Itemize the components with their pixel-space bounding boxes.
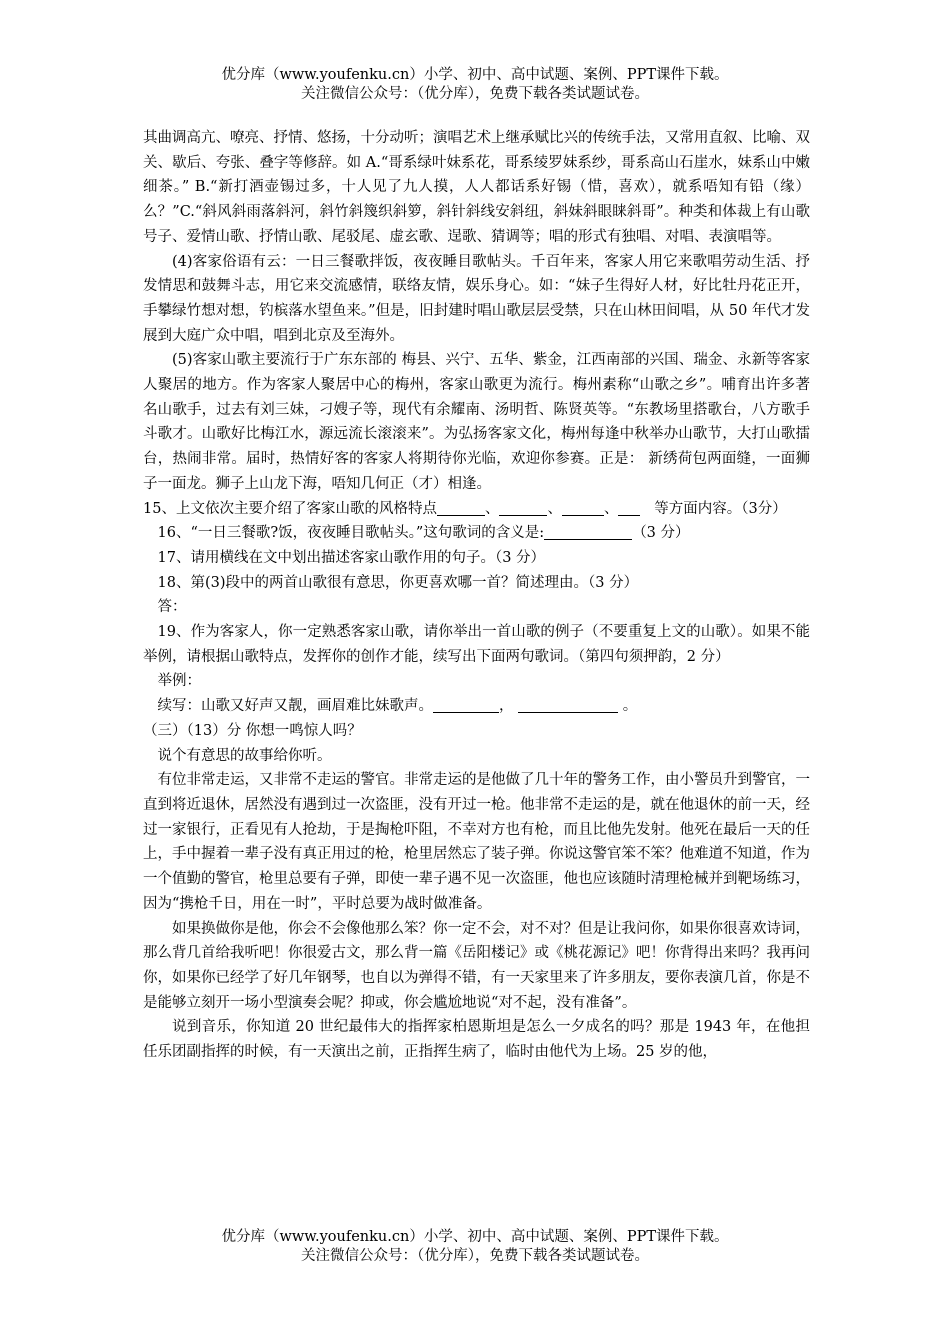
answer-blank-7[interactable] [518,696,618,713]
header-line-2: 关注微信公众号：（优分库），免费下载各类试题试卷。 [301,86,649,102]
question-16-text: 16、“一日三餐歌?饭，夜夜睡目歌帖头。”这句歌词的含义是: [157,525,545,542]
continue-comma: ， [499,698,514,715]
question-16-score: （3 分） [632,525,690,542]
page-header [0,66,950,104]
question-15-sep-1: 、 [484,500,500,517]
header-line-1: 优分库（www.youfenku.cn）小学、初中、高中试题、案例、PPT课件下载。 [221,67,729,83]
story-paragraph-3: 说到音乐，你知道 20 世纪最伟大的指挥家柏恩斯坦是怎么一夕成名的吗？那是 1943 年，在他担任乐团副指挥的时候，有一天演出之前，正指挥生病了，临时由他代为上场。25 岁的他， [143,1019,810,1061]
paragraph-3-continued: 其曲调高亢、嘹亮、抒情、悠扬，十分动听；演唱艺术上继承赋比兴的传统手法，又常用直叙、比喻、双关、歇后、夸张、叠字等修辞。如 A.“哥系绿叶妹系花，哥系绫罗妹系纱，哥系高山石崖水，妹系山中嫩细茶。” B.“新打酒壶锡过多，十人见了九人摸，人人都话系好锡（惜，喜欢），就系唔知有铅（缘）么？”C.“斜风斜雨落斜河，斜竹斜篾织斜箩，斜针斜线安斜纽，斜妹斜眼睐斜哥”。种类和体裁上有山歌号子、爱情山歌、抒情山歌、尾驳尾、虚玄歌、逞歌、猜调等；唱的形式有独唱、对唱、表演唱等。 [143,130,810,245]
question-19: 19、作为客家人，你一定熟悉客家山歌，请你举出一首山歌的例子（不要重复上文的山歌）。如果不能举例，请根据山歌特点，发挥你的创作才能，续写出下面两句歌词。（第四句须押韵，2 分） [143,624,810,665]
paragraph-5: (5)客家山歌主要流行于广东东部的 梅县、兴宁、五华、紫金，江西南部的兴国、瑞金、永新等客家人聚居的地方。作为客家人聚居中心的梅州，客家山歌更为流行。梅州素称“山歌之乡”。哺育出许多著名山歌手，过去有刘三妹，刁嫂子等，现代有余耀南、汤明哲、陈贤英等。“东教场里搭歌台，八方歌手斗歌才。山歌好比梅江水，源远流长滚滚来”。为弘扬客家文化，梅州每逢中秋举办山歌节，大打山歌擂台，热闹非常。届时，热情好客的客家人将期待你光临，欢迎你参赛。正是： 新绣荷包两面缝，一面狮子一面龙。狮子上山龙下海，唔知几何正（才）相逢。 [143,352,810,492]
document-body [143,126,810,1065]
section-3-title: （三）（13）分 你想一鸣惊人吗？ [143,722,362,739]
page-footer [0,1228,950,1266]
answer-blank-3[interactable] [562,499,604,516]
continue-prefix: 续写：山歌又好声又靓，画眉难比妹歌声。 [157,698,433,715]
paragraph-4: (4)客家俗语有云：一日三餐歌拌饭，夜夜睡目歌帖头。千百年来，客家人用它来歌唱劳动生活、抒发情思和鼓舞斗志，用它来交流感情，联络友情，娱乐身心。如：“妹子生得好人材，好比牡丹花正开，手攀绿竹想对想，钓槟落水望鱼来。”但是，旧封建时唱山歌层层受禁，只在山林田间唱，从 50 年代才发展到大庭广众中唱，唱到北京及至海外。 [143,253,810,344]
continue-end: 。 [622,698,638,715]
question-18: 18、第(3)段中的两首山歌很有意思，你更喜欢哪一首？简述理由。（3 分） [157,574,639,591]
question-16 [143,521,810,546]
story-paragraph-2: 如果换做你是他，你会不会像他那么笨？你一定不会，对不对？但是让我问你，如果你很喜欢诗词，那么背几首给我听吧！你很爱古文，那么背一篇《岳阳楼记》或《桃花源记》吧！你背得出来吗？我再问你，如果你已经学了好几年钢琴，也自以为弹得不错，有一天家里来了许多朋友，要你表演几首，你是不是能够立刻开一场小型演奏会呢？抑或，你会尴尬地说“对不起，没有准备”。 [143,920,810,1011]
question-15-sep-2: 、 [547,500,562,517]
answer-blank-4[interactable] [618,499,640,516]
question-17: 17、请用横线在文中划出描述客家山歌作用的句子。（3 分） [157,549,546,566]
answer-blank-6[interactable] [433,696,499,713]
footer-line-2: 关注微信公众号：（优分库），免费下载各类试题试卷。 [301,1248,649,1264]
question-15-suffix: 等方面内容。（3分） [654,500,787,517]
answer-blank-5[interactable] [544,523,632,540]
answer-blank-1[interactable] [437,499,485,516]
question-15-sep-3: 、 [603,500,619,517]
continue-line [143,694,810,719]
answer-blank-2[interactable] [499,499,547,516]
example-label: 举例： [157,673,201,690]
story-paragraph-1: 有位非常走运，又非常不走运的警官。非常走运的是他做了几十年的警务工作，由小警员升到警官，一直到将近退休，居然没有遇到过一次盗匪，没有开过一枪。他非常不走运的是，就在他退休的前一天，经过一家银行，正看见有人抢劫，于是掏枪吓阻，不幸对方也有枪，而且比他先发射。他死在最后一天的任上，手中握着一辈子没有真正用过的枪，枪里居然忘了装子弹。你说这警官笨不笨？他难道不知道，作为一个值勤的警官，枪里总要有子弹，即使一辈子遇不见一次盗匪，他也应该随时清理枪械并到靶场练习，因为“携枪千日，用在一时”，平时总要为战时做准备。 [143,772,810,912]
footer-line-1: 优分库（www.youfenku.cn）小学、初中、高中试题、案例、PPT课件下载。 [221,1229,729,1245]
question-15-prefix: 15、上文依次主要介绍了客家山歌的风格特点 [143,500,437,517]
question-15 [143,497,810,522]
story-intro: 说个有意思的故事给你听。 [157,747,332,764]
answer-label: 答： [157,599,187,616]
